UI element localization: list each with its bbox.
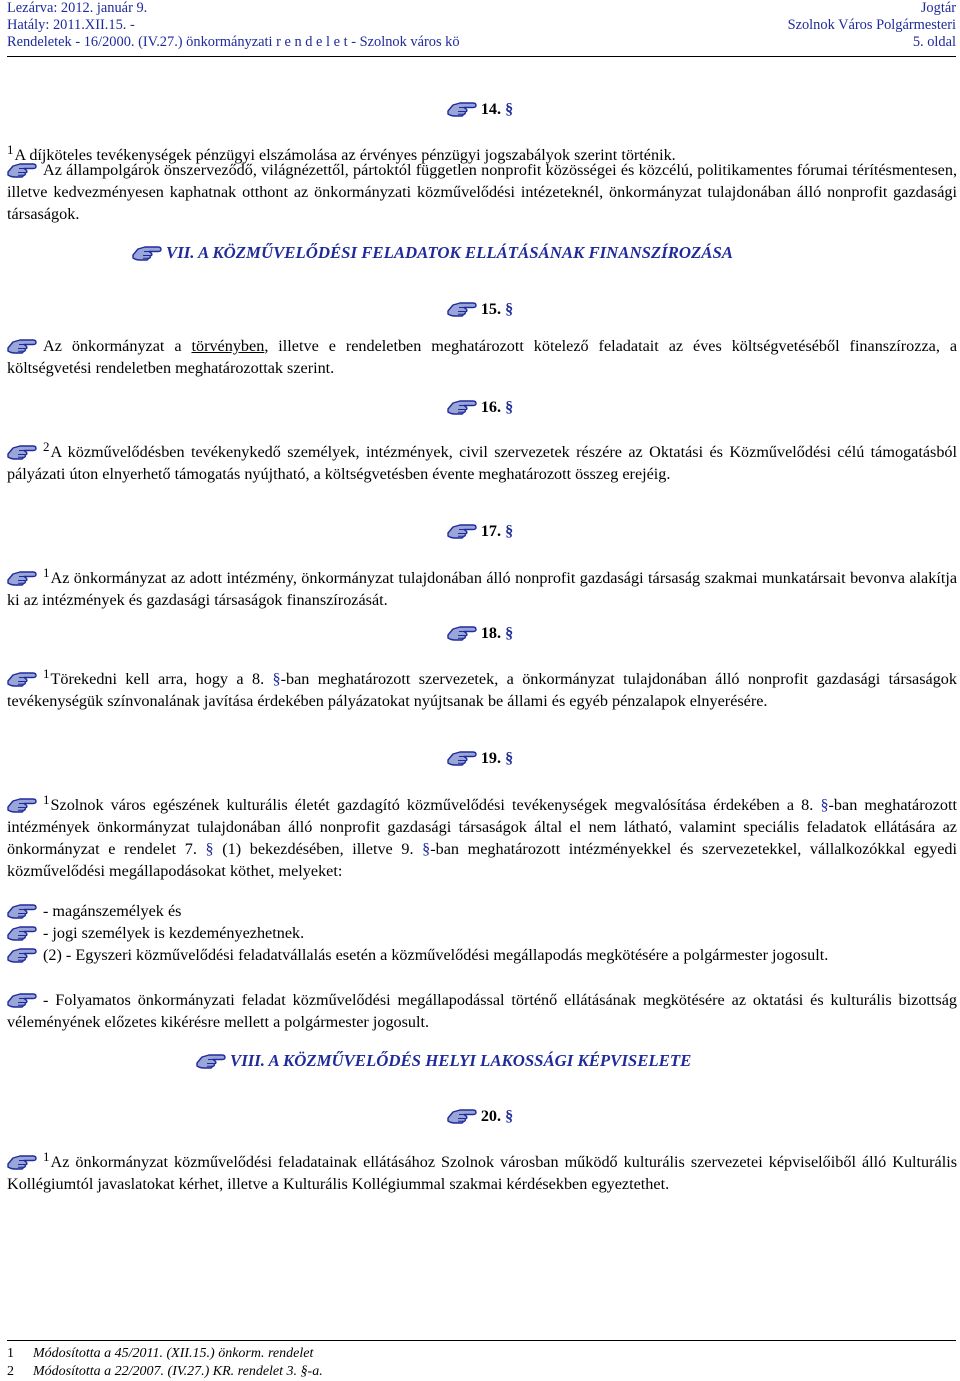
section-sign-icon[interactable]: §: [505, 398, 514, 416]
chapter-7-heading: VII. A KÖZMŰVELŐDÉSI FELADATOK ELLÁTÁSÁNAK FINANSZÍROZÁSA: [132, 242, 733, 264]
pointing-hand-icon[interactable]: [447, 521, 477, 539]
footnote-ref[interactable]: 2: [43, 439, 50, 454]
pointing-hand-icon[interactable]: [447, 748, 477, 766]
footnote-ref[interactable]: 1: [43, 1149, 50, 1164]
section-18-paragraph: $^1$Törekedni kell arra, hogy a 8. §-ban meghatározott szervezetek, a önkormányzat tulajdonában álló nonprofit gazdasági társaságok tevékenységük színvonalának javítása érdekében pályázatokat nyújtsanak be állami és egyéb pénzalapok elnyerésére.: [7, 666, 957, 710]
pointing-hand-icon[interactable]: [7, 442, 37, 460]
section-19-heading: 19. §: [0, 747, 960, 769]
source-name: Jogtár: [920, 0, 956, 16]
pointing-hand-icon[interactable]: [7, 795, 37, 813]
pointing-hand-icon[interactable]: [132, 243, 162, 261]
section-14-paragraph-2: Az állampolgárok önszerveződő, világnézettől, pártoktól független nonprofit közösségei és közcélú, politikamentes fórumai térítésmentesen, illetve kedvezményesen kaphatnak otthont az önkormányzati közművelődési intézeteknél, önkormányzat tulajdonában álló nonprofit gazdasági társaságok.: [7, 161, 957, 223]
section-sign-icon[interactable]: §: [820, 796, 829, 814]
section-sign-icon[interactable]: §: [505, 522, 514, 540]
pointing-hand-icon[interactable]: [196, 1051, 226, 1069]
pointing-hand-icon[interactable]: [447, 623, 477, 641]
closed-date: Lezárva: 2012. január 9.: [7, 0, 148, 16]
section-14-heading: [0, 98, 960, 120]
footnote-2: 2 Módosította a 22/2007. (IV.27.) KR. rendelet 3. §-a.: [7, 1364, 323, 1379]
law-link[interactable]: törvényben: [191, 337, 265, 355]
section-15-paragraph: Az önkormányzat a törvényben, illetve e rendeletben meghatározott kötelező feladatait az éves költségvetéséből finanszírozza, a költségvetési rendeletben meghatározottak szerint.: [7, 337, 958, 377]
section-14-paragraph-1: $^1$A díjköteles tevékenységek pénzügyi elszámolása az érvényes pénzügyi jogszabályok szerint történik.: [7, 142, 676, 164]
section-20-paragraph: $^1$Az önkormányzat közművelődési feladatainak ellátásához Szolnok városban működő kulturális szervezetei képviselőiből álló Kulturális Kollégiumtól javaslatokat kérhet, illetve a Kulturális Kollégiummal szakmai kérdésekben egyeztethet.: [7, 1149, 957, 1193]
chapter-8-heading: VIII. A KÖZMŰVELŐDÉS HELYI LAKOSSÁGI KÉPVISELETE: [196, 1050, 691, 1072]
document-title: Rendeletek - 16/2000. (IV.27.) önkormányzati r e n d e l e t - Szolnok város kö: [7, 34, 460, 50]
footnote-1: 1 Módosította a 45/2011. (XII.15.) önkorm. rendelet: [7, 1346, 314, 1361]
header-rule: [7, 56, 956, 57]
section-18-heading: 18. §: [0, 622, 960, 644]
section-sign-icon[interactable]: §: [422, 840, 431, 858]
pointing-hand-icon[interactable]: [447, 1106, 477, 1124]
pointing-hand-icon[interactable]: [7, 160, 37, 178]
section-sign-icon[interactable]: §: [205, 840, 214, 858]
footnote-rule: [7, 1340, 956, 1341]
pointing-hand-icon[interactable]: [447, 99, 477, 117]
pointing-hand-icon[interactable]: [7, 923, 37, 941]
section-sign-icon[interactable]: §: [505, 100, 514, 118]
pointing-hand-icon[interactable]: [7, 1152, 37, 1170]
pointing-hand-icon[interactable]: [7, 901, 37, 919]
footnote-ref[interactable]: 1: [43, 792, 50, 807]
pointing-hand-icon[interactable]: [7, 336, 37, 354]
section-20-heading: 20. §: [0, 1105, 960, 1127]
section-19-item-1: - magánszemélyek és: [7, 900, 957, 922]
section-number: 14.: [480, 100, 502, 118]
pointing-hand-icon[interactable]: [7, 568, 37, 586]
footnote-ref[interactable]: 1: [43, 565, 50, 580]
section-19-paragraph-1: $^1$Szolnok város egészének kulturális életét gazdagító közművelődési tevékenységek megvalósítása érdekében a 8. §-ban meghatározott intézmények önkormányzat tulajdonában álló nonprofit gazdasági társaságok által el nem látható, valamint speciális feladatok ellátására az önkormányzat e rendelet 7. § (1) bekezdésében, illetve 9. §-ban meghatározott intézményekkel és szervezetekkel, vállalkozókkal egyedi közművelődési megállapodásokat köthet, melyeket:: [7, 792, 957, 880]
pointing-hand-icon[interactable]: [447, 397, 477, 415]
section-15-heading: 15. §: [0, 298, 960, 320]
section-sign-icon[interactable]: §: [505, 1107, 514, 1125]
section-19-paragraph-2: (2) - Egyszeri közművelődési feladatvállalás esetén a közművelődési megállapodás megkötésére a polgármester jogosult.: [7, 944, 957, 966]
section-17-paragraph: $^1$Az önkormányzat az adott intézmény, önkormányzat tulajdonában álló nonprofit gazdasági társaság szakmai munkatársait bevonva alakítja ki az intézmények és gazdasági társaságok finanszírozását.: [7, 565, 957, 609]
section-16-heading: 16. §: [0, 396, 960, 418]
section-sign-icon[interactable]: §: [272, 670, 281, 688]
section-17-heading: 17. §: [0, 520, 960, 542]
section-19-paragraph-3: - Folyamatos önkormányzati feladat közművelődési megállapodással történő ellátásának megkötésére az oktatási és kulturális bizottság véleményének előzetes kikérésre mellett a polgármester jogosult.: [7, 991, 957, 1031]
pointing-hand-icon[interactable]: [7, 990, 37, 1008]
page-number: 5. oldal: [912, 34, 956, 50]
footnote-ref[interactable]: 1: [7, 142, 14, 157]
pointing-hand-icon[interactable]: [447, 299, 477, 317]
section-sign-icon[interactable]: §: [505, 300, 514, 318]
section-sign-icon[interactable]: §: [505, 749, 514, 767]
pointing-hand-icon[interactable]: [7, 945, 37, 963]
effective-date: Hatály: 2011.XII.15. -: [7, 17, 135, 33]
footnote-ref[interactable]: 1: [43, 666, 50, 681]
section-16-paragraph: $^2$A közművelődésben tevékenykedő személyek, intézmények, civil szervezetek részére az Oktatási és Közművelődési célú támogatásból pályázati úton elnyerhető támogatás nyújtható, a költségvetésben évente meghatározott összeg erejéig.: [7, 439, 957, 483]
pointing-hand-icon[interactable]: [7, 669, 37, 687]
section-19-item-2: - jogi személyek is kezdeményezhetnek.: [7, 922, 957, 944]
section-sign-icon[interactable]: §: [505, 624, 514, 642]
issuer-name: Szolnok Város Polgármesteri: [787, 17, 956, 33]
